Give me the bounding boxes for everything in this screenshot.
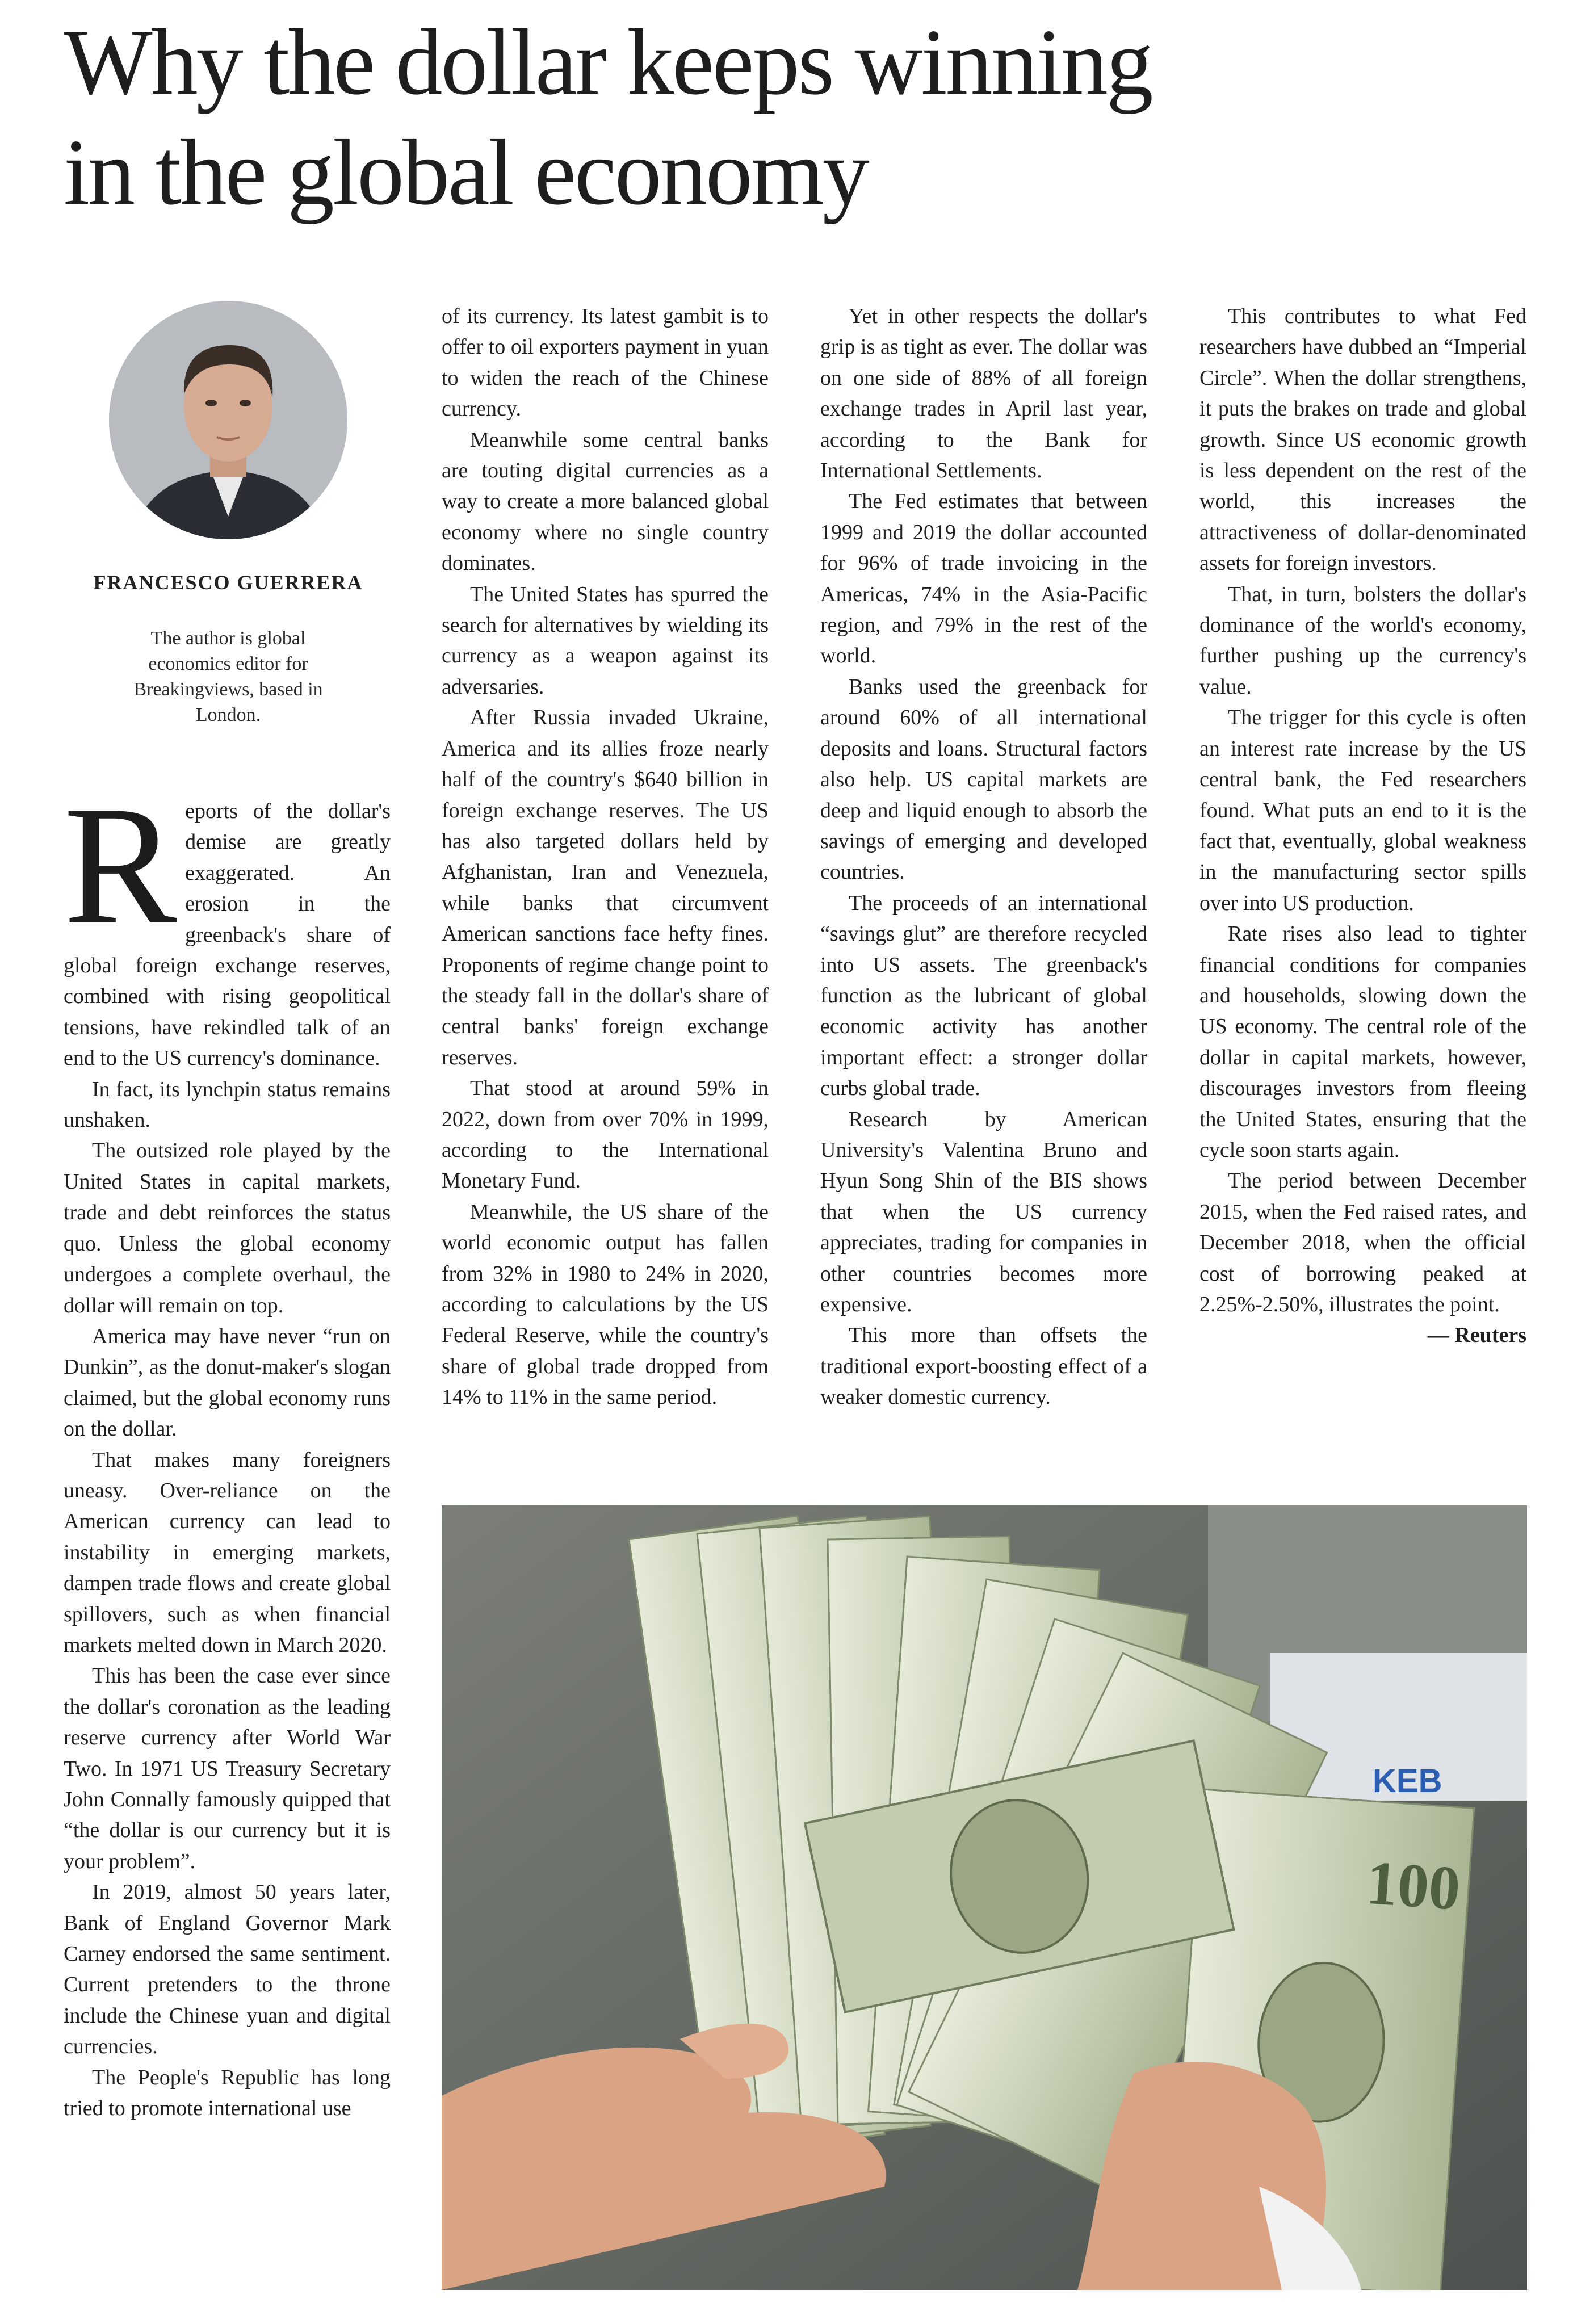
article-paragraph: This contributes to what Fed researchers have dubbed an “Imperial Circle”. When the dollar strengthens, it puts the brakes on trade and global growth. Since US economic growth is less dependent on the rest of the world, this increases the attractiveness of dollar-denominated assets for foreign investors. bbox=[1199, 304, 1526, 576]
article-column-1 bbox=[64, 771, 391, 2124]
article-paragraph: After Russia invaded Ukraine, America and its allies froze nearly half of the country's $640 billion in foreign exchange reserves. The US has also targeted dollars held by Afghanistan, Iran and Venezuela, while banks that circumvent American sanctions face hefty fines. Proponents of regime change point to the steady fall in the dollar's share of central banks' foreign exchange reserves. bbox=[442, 706, 769, 1069]
article-paragraph: Meanwhile some central banks are touting digital currencies as a way to create a more balanced global economy where no single country dominates. bbox=[442, 427, 769, 576]
article-paragraph: That, in turn, bolsters the dollar's dominance of the world's economy, further pushing up the currency's value. bbox=[1199, 582, 1526, 699]
author-bio: The author is global economics editor for Breakingviews, based in London. bbox=[133, 628, 323, 725]
article-column-4 bbox=[1199, 301, 1526, 1351]
article-paragraph bbox=[64, 771, 391, 1074]
article-paragraph: The People's Republic has long tried to promote international use bbox=[64, 2065, 391, 2121]
article-paragraph: Meanwhile, the US share of the world economic output has fallen from 32% in 1980 to 24% in 2020, according to calculations by the US Federal Reserve, while the country's share of global trade dropped from 14% to 11% in the same period. bbox=[442, 1199, 769, 1409]
article-paragraph: Research by American University's Valentina Bruno and Hyun Song Shin of the BIS shows that when the US currency appreciates, trading for companies in other countries becomes more expensive. bbox=[820, 1107, 1147, 1316]
article-column-3 bbox=[820, 301, 1147, 1413]
keb-logo: KEB bbox=[1373, 1763, 1442, 1799]
drop-cap: R bbox=[64, 771, 178, 959]
money-counting-photo bbox=[442, 1505, 1527, 2290]
banknote-denomination: 100 bbox=[1364, 1847, 1463, 1923]
article-paragraph: In fact, its lynchpin status remains unshaken. bbox=[64, 1077, 391, 1132]
article-paragraph bbox=[1199, 1165, 1526, 1348]
article-paragraph: This has been the case ever since the dollar's coronation as the leading reserve currency after World War Two. In 1971 US Treasury Secretary John Connally famously quipped that “the dollar is our currency but it is your problem”. bbox=[64, 1664, 391, 1873]
banknotes-in-hands-illustration bbox=[442, 1505, 1527, 2290]
article-paragraph: That stood at around 59% in 2022, down from over 70% in 1999, according to the International Monetary Fund. bbox=[442, 1076, 769, 1193]
reuters-credit: — Reuters bbox=[1427, 1323, 1526, 1348]
headline-line-2: in the global economy bbox=[64, 120, 868, 224]
article-paragraph: This more than offsets the traditional export-boosting effect of a weaker domestic currency. bbox=[820, 1323, 1147, 1409]
article-paragraph: The proceeds of an international “savings glut” are therefore recycled into US assets. The greenback's function as the lubricant of global economic activity has another important effect: a stronger dollar curbs global trade. bbox=[820, 891, 1147, 1101]
headline-line-1: Why the dollar keeps winning bbox=[64, 10, 1152, 114]
author-portrait-illustration bbox=[109, 301, 347, 539]
closing-paragraph-text: The period between December 2015, when the Fed raised rates, and December 2018, when the official cost of borrowing peaked at 2.25%-2.50%, illustrates the point. bbox=[1199, 1169, 1526, 1316]
article-paragraph: That makes many foreigners uneasy. Over-reliance on the American currency can lead to instability in emerging markets, dampen trade flows and create global spillovers, such as when financial markets melted down in March 2020. bbox=[64, 1448, 391, 1657]
author-name: FRANCESCO GUERRERA bbox=[93, 571, 363, 594]
author-photo bbox=[109, 301, 347, 539]
article-paragraph: Banks used the greenback for around 60% of all international deposits and loans. Structural factors also help. US capital markets are deep and liquid enough to absorb the savings of emerging and developed countries. bbox=[820, 674, 1147, 884]
article-paragraph: The United States has spurred the search for alternatives by wielding its currency as a weapon against its adversaries. bbox=[442, 582, 769, 699]
article-paragraph: of its currency. Its latest gambit is to offer to oil exporters payment in yuan to widen the reach of the Chinese currency. bbox=[442, 304, 769, 421]
article-paragraph: The trigger for this cycle is often an interest rate increase by the US central bank, the Fed researchers found. What puts an end to it is the fact that, eventually, global weakness in the manufacturing sector spills over into US production. bbox=[1199, 706, 1526, 915]
article-paragraph: The Fed estimates that between 1999 and 2019 the dollar accounted for 96% of trade invoicing in the Americas, 74% in the Asia-Pacific region, and 79% in the rest of the world. bbox=[820, 489, 1147, 668]
article-paragraph: Rate rises also lead to tighter financial conditions for companies and households, slowing down the US economy. The central role of the dollar in capital markets, however, discourages investors from fleeing the United States, ensuring that the cycle soon starts again. bbox=[1199, 922, 1526, 1162]
article-paragraph: The outsized role played by the United States in capital markets, trade and debt reinforces the status quo. Unless the global economy undergoes a complete overhaul, the dollar will remain on top. bbox=[64, 1139, 391, 1318]
author-byline bbox=[64, 301, 393, 728]
article-column-2 bbox=[442, 301, 769, 1413]
article-paragraph: In 2019, almost 50 years later, Bank of England Governor Mark Carney endorsed the same sentiment. Current pretenders to the throne include the Chinese yuan and digital currencies. bbox=[64, 1880, 391, 2059]
lead-paragraph-text: eports of the dollar's demise are greatly exaggerated. An erosion in the greenback's share of global foreign exchange reserves, combined with rising geopolitical tensions, have rekindled talk of an end to the US currency's dominance. bbox=[64, 799, 391, 1071]
headline bbox=[64, 7, 1540, 227]
article-paragraph: America may have never “run on Dunkin”, as the donut-maker's slogan claimed, but the global economy runs on the dollar. bbox=[64, 1324, 391, 1441]
article-paragraph: Yet in other respects the dollar's grip is as tight as ever. The dollar was on one side of 88% of all foreign exchange trades in April last year, according to the Bank for International Settlements. bbox=[820, 304, 1147, 483]
